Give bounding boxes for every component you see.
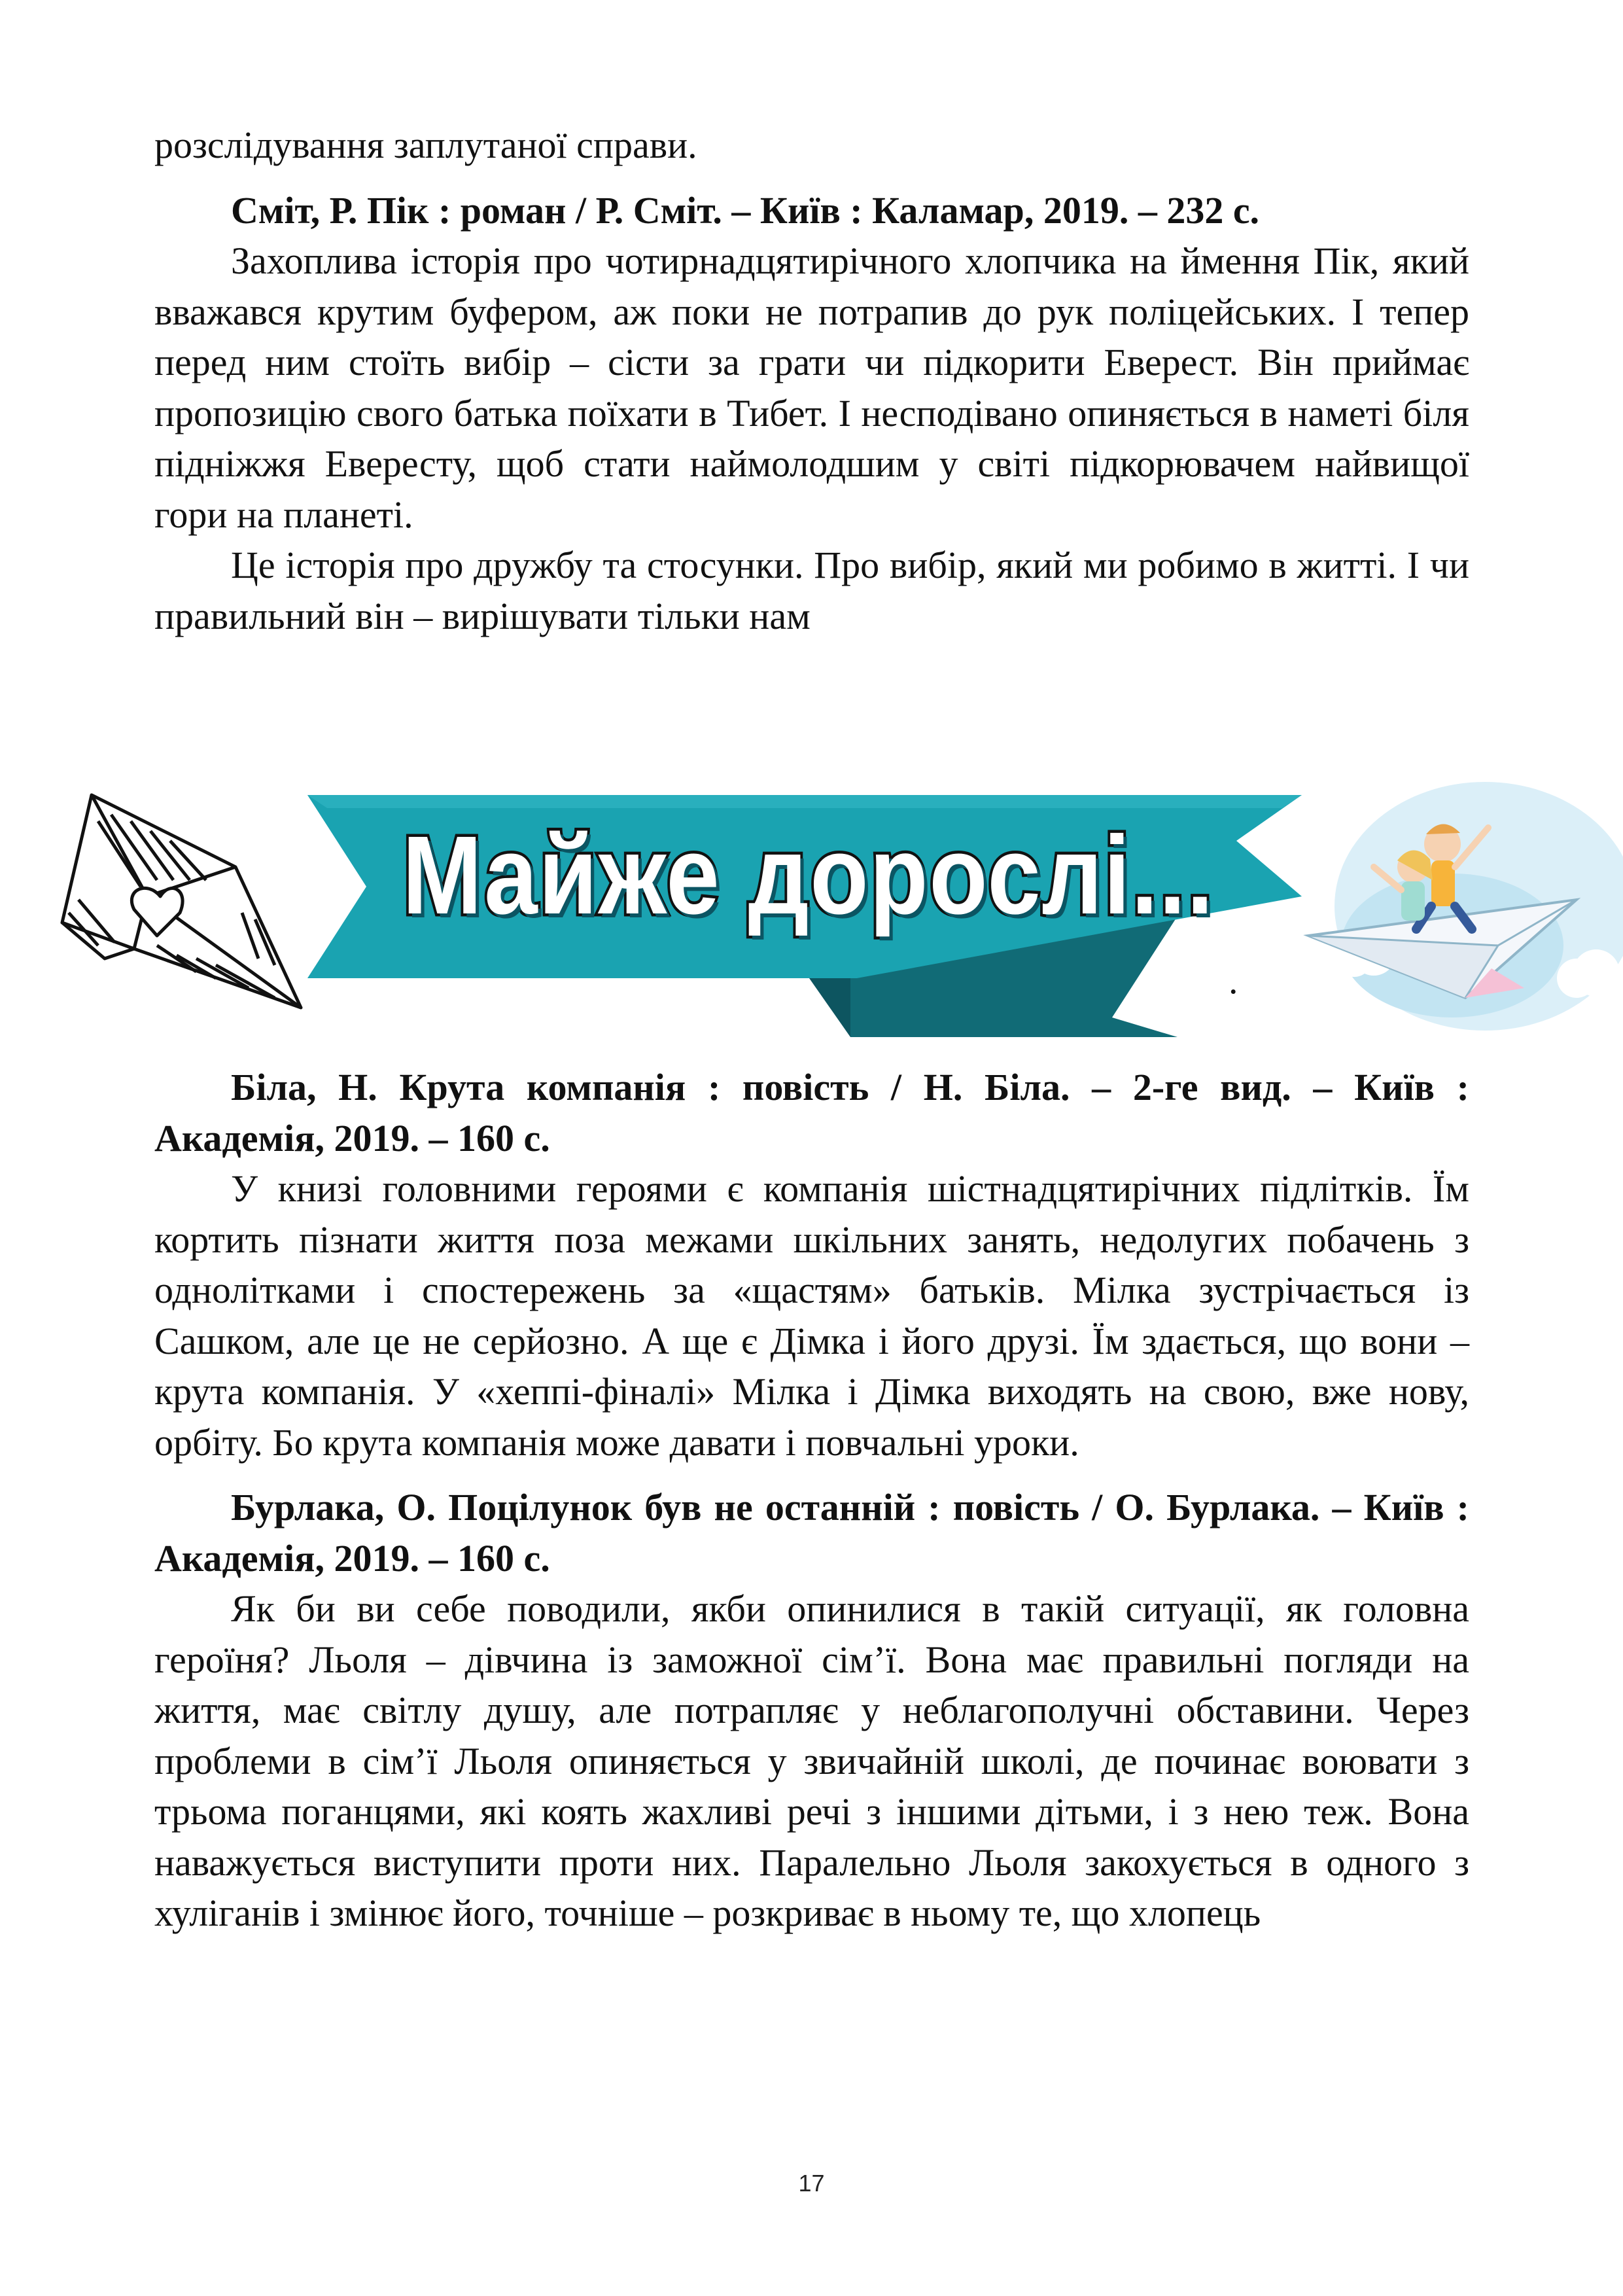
banner-title: Майже дорослі... — [402, 813, 1215, 938]
stray-dot: . — [1229, 959, 1238, 1002]
bottom-text-block — [154, 1062, 1469, 1939]
bibliographic-entry-burlaka: Бурлака, О. Поцілунок був не останній : повість / О. Бурлака. – Київ : Академія, 2019. – 160 с. — [154, 1486, 1469, 1580]
annotation-bila: У книзі головними героями є компанія шістнадцятирічних підлітків. Їм кортить пізнати життя поза межами шкільних занять, недолугих побачень з однолітками і спостережень за «щастям» батьків. Мілка зустрічається із Сашком, але це не серйозно. А ще є Дімка і його друзі. Їм здається, що вони – крута компанія. У «хеппі-фіналі» Мілка і Дімка виходять на свою, вже нову, орбіту. Бо крута компанія може давати і повчальні уроки. — [154, 1167, 1469, 1464]
page-number: 17 — [798, 2170, 825, 2197]
annotation-smith-2: Це історія про дружбу та стосунки. Про вибір, який ми робимо в житті. І чи правильний він – вирішувати тільки нам — [154, 544, 1469, 637]
annotation-smith-1: Захоплива історія про чотирнадцятирічного хлопчика на ймення Пік, який вважався крутим буфером, аж поки не потрапив до рук поліцейських. І тепер перед ним стоїть вибір – сісти за грати чи підкорити Еверест. Він приймає пропозицію свого батька поїхати в Тибет. І несподівано опиняється в наметі біля підніжжя Евересту, щоб стати наймолодшим у світі підкорювачем найвищої гори на планеті. — [154, 239, 1469, 536]
kite-doodle-icon — [62, 795, 301, 1008]
top-text-block — [154, 120, 1469, 641]
annotation-burlaka: Як би ви себе поводили, якби опинилися в такій ситуації, як головна героїня? Льоля – дівчина із заможної сім’ї. Вона має правильні погляди на життя, має світлу душу, але потрапляє у неблагополучні обставини. Через проблеми в сім’ї Льоля опиняється у звичайній школі, де починає воювати з трьома поганцями, які коять жахливі речі з іншими дітьми, і з нею теж. Вона наважується виступити проти них. Паралельно Льоля закохується в одного з хуліганів і змінює його, точніше – розкриває в ньому те, що хлопець — [154, 1587, 1469, 1934]
continuation-text: розслідування заплутаної справи. — [154, 124, 697, 166]
bibliographic-entry-smith: Сміт, Р. Пік : роман / Р. Сміт. – Київ : Каламар, 2019. – 232 с. — [231, 188, 1260, 232]
bibliographic-entry-bila: Біла, Н. Крута компанія : повість / Н. Біла. – 2-ге вид. – Київ : Академія, 2019. – 160 с. — [154, 1066, 1469, 1159]
paper-plane-kids-icon — [1308, 782, 1623, 1031]
